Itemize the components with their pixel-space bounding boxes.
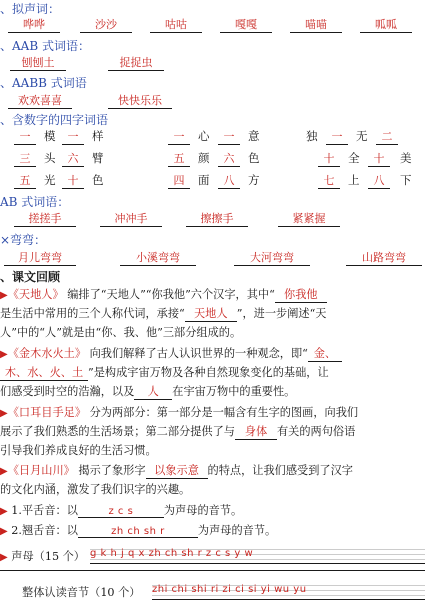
idiom-char: 上 bbox=[348, 173, 360, 187]
review-item-line: 的文化内涵，激发了我们识字的兴趣。 bbox=[0, 483, 191, 496]
answer-word: 捉捉虫 bbox=[108, 54, 164, 71]
answer-blank: 以象示意 bbox=[146, 462, 208, 479]
answer-char: 五 bbox=[14, 172, 36, 189]
answer-char: 十 bbox=[318, 150, 340, 167]
idiom-char: 下 bbox=[400, 173, 412, 187]
answer-char: 一 bbox=[326, 128, 348, 145]
idiom-char: 光 bbox=[44, 173, 56, 187]
review-text: 是生活中常用的三个人称代词，承接“ bbox=[0, 307, 185, 320]
answer-char: 十 bbox=[368, 150, 390, 167]
answer-blank: 金、 bbox=[308, 345, 342, 362]
idiom-char: 意 bbox=[248, 129, 260, 143]
answer-blank: 木、水、火、土 bbox=[0, 364, 88, 381]
lesson-title: 《天地人》 bbox=[7, 288, 64, 301]
review-item-line bbox=[0, 345, 342, 362]
triangle-bullet-icon: ▶ bbox=[0, 290, 8, 301]
answer-word: 刨刨土 bbox=[10, 54, 66, 71]
idiom-char: 方 bbox=[248, 173, 260, 187]
review-text: 展示了我们熟悉的生活场景；第二部分提供了与 bbox=[0, 425, 235, 438]
idiom-row bbox=[0, 150, 425, 168]
review-text: 的特点，让我们感受到了汉字 bbox=[207, 464, 353, 477]
answer-word: 搓搓手 bbox=[14, 210, 76, 227]
triangle-bullet-icon: ▶ bbox=[0, 466, 8, 477]
idiom-char: 模 bbox=[44, 129, 56, 143]
answer-word: 呱呱 bbox=[360, 16, 412, 33]
whole-syllables-answer: zhi chi shi ri zi ci si yi wu yu bbox=[152, 581, 425, 600]
review-item-line bbox=[0, 502, 242, 518]
review-text: 分为两部分：第一部分是一幅含有生字的图画，向我们 bbox=[89, 406, 359, 419]
idiom-char: 色 bbox=[248, 151, 260, 165]
answer-word: 咕咕 bbox=[150, 16, 202, 33]
triangle-bullet-icon: ▶ bbox=[0, 408, 8, 419]
triangle-bullet-icon: ▶ bbox=[0, 349, 8, 360]
idiom-char: 颜 bbox=[198, 151, 210, 165]
answer-char: 五 bbox=[168, 150, 190, 167]
answer-blank: z c s bbox=[78, 506, 164, 518]
answer-char: 十 bbox=[62, 172, 84, 189]
lesson-title: 《金木水火土》 bbox=[7, 347, 87, 360]
answer-word: 小溪弯弯 bbox=[120, 249, 196, 266]
idiom-row bbox=[0, 172, 425, 190]
review-text: ”是构成宇宙万物及各种自然现象变化的基础，让 bbox=[88, 366, 329, 379]
review-text: 为声母的音节。 bbox=[163, 504, 243, 517]
review-item-line: 人”中的“人”就是由“你、我、他”三部分组成的。 bbox=[0, 326, 242, 339]
whole-syllables-label: 整体认读音节（10 个） bbox=[22, 586, 141, 599]
idiom-char: 面 bbox=[198, 173, 210, 187]
answer-word: 哗哗 bbox=[8, 16, 60, 33]
triangle-bullet-icon: ▶ bbox=[0, 526, 8, 537]
review-item-line bbox=[0, 305, 327, 322]
review-item-line bbox=[0, 286, 327, 303]
answer-word: 喵喵 bbox=[290, 16, 342, 33]
triangle-bullet-icon: ▶ bbox=[0, 552, 8, 563]
heading-onomatopoeia: 、拟声词： bbox=[0, 2, 61, 16]
answer-word: 沙沙 bbox=[80, 16, 132, 33]
review-text: 有关的两句俗语 bbox=[276, 425, 356, 438]
idiom-char: 臂 bbox=[92, 151, 104, 165]
heading-aabb: 、AABB 式词语 bbox=[0, 76, 87, 90]
initials-label: 声母（15 个） bbox=[11, 550, 85, 563]
review-text: 为声母的音节。 bbox=[197, 524, 277, 537]
idiom-row bbox=[0, 128, 425, 146]
answer-word: 山路弯弯 bbox=[346, 249, 422, 266]
answer-char: 一 bbox=[62, 128, 84, 145]
heading-xx-wanwan: ×弯弯： bbox=[0, 233, 47, 247]
lesson-title: 《日月山川》 bbox=[7, 464, 75, 477]
answer-char: 七 bbox=[318, 172, 340, 189]
idiom-char: 头 bbox=[44, 151, 56, 165]
review-item-line: 引导我们养成良好的生活习惯。 bbox=[0, 444, 157, 457]
answer-word: 快快乐乐 bbox=[108, 92, 172, 109]
initials-answer: g k h j q x zh ch sh r z c s y w bbox=[90, 545, 425, 564]
answer-word: 紧紧握 bbox=[278, 210, 340, 227]
review-text: 1.平舌音：以 bbox=[11, 504, 78, 517]
review-item-line bbox=[0, 364, 329, 381]
review-item-line bbox=[0, 383, 295, 400]
lesson-title: 《口耳目手足》 bbox=[7, 406, 87, 419]
review-item-line bbox=[0, 462, 353, 479]
heading-abab: AB 式词语： bbox=[0, 195, 70, 209]
answer-char: 八 bbox=[368, 172, 390, 189]
answer-char: 一 bbox=[168, 128, 190, 145]
answer-char: 六 bbox=[62, 150, 84, 167]
review-item-line bbox=[0, 522, 276, 538]
answer-word: 嘎嘎 bbox=[220, 16, 272, 33]
idiom-char: 独 bbox=[306, 129, 318, 143]
answer-char: 四 bbox=[168, 172, 190, 189]
review-text: 揭示了象形字 bbox=[78, 464, 146, 477]
idiom-char: 心 bbox=[198, 129, 210, 143]
idiom-char: 样 bbox=[92, 129, 104, 143]
answer-word: 欢欢喜喜 bbox=[8, 92, 72, 109]
answer-blank: 天地人 bbox=[185, 305, 237, 322]
answer-blank: zh ch sh r bbox=[78, 526, 198, 538]
review-text: 们感受到时空的浩瀚，以及 bbox=[0, 385, 135, 398]
answer-word: 冲冲手 bbox=[100, 210, 162, 227]
answer-blank: 你我他 bbox=[275, 286, 327, 303]
review-text: 2.翘舌音：以 bbox=[11, 524, 78, 537]
answer-char: 一 bbox=[218, 128, 240, 145]
divider bbox=[0, 570, 425, 571]
review-text: ”，进一步阐述“天 bbox=[236, 307, 327, 320]
answer-blank: 人 bbox=[134, 383, 172, 400]
heading-aab: 、AAB 式词语： bbox=[0, 39, 90, 53]
review-item-line bbox=[0, 423, 355, 440]
triangle-bullet-icon: ▶ bbox=[0, 506, 8, 517]
heading-number-idioms: 、含数字的四字词语 bbox=[0, 113, 109, 127]
review-text: 在宇宙万物中的重要性。 bbox=[172, 385, 296, 398]
idiom-char: 全 bbox=[348, 151, 360, 165]
review-item-line bbox=[0, 404, 358, 420]
idiom-char: 美 bbox=[400, 151, 412, 165]
answer-blank: 身体 bbox=[235, 423, 277, 440]
answer-char: 二 bbox=[376, 128, 398, 145]
idiom-char: 色 bbox=[92, 173, 104, 187]
answer-char: 八 bbox=[218, 172, 240, 189]
answer-char: 三 bbox=[14, 150, 36, 167]
idiom-char: 无 bbox=[356, 129, 368, 143]
heading-text-review: 、课文回顾 bbox=[0, 270, 61, 284]
answer-word: 擦擦手 bbox=[186, 210, 248, 227]
review-text: 编排了“天地人”“你我他”六个汉字，其中“ bbox=[67, 288, 275, 301]
answer-word: 月儿弯弯 bbox=[4, 249, 76, 266]
initials-row bbox=[0, 548, 85, 564]
answer-char: 一 bbox=[14, 128, 36, 145]
answer-word: 大河弯弯 bbox=[234, 249, 310, 266]
answer-char: 六 bbox=[218, 150, 240, 167]
review-text: 向我们解释了古人认识世界的一种观念，即“ bbox=[89, 347, 308, 360]
